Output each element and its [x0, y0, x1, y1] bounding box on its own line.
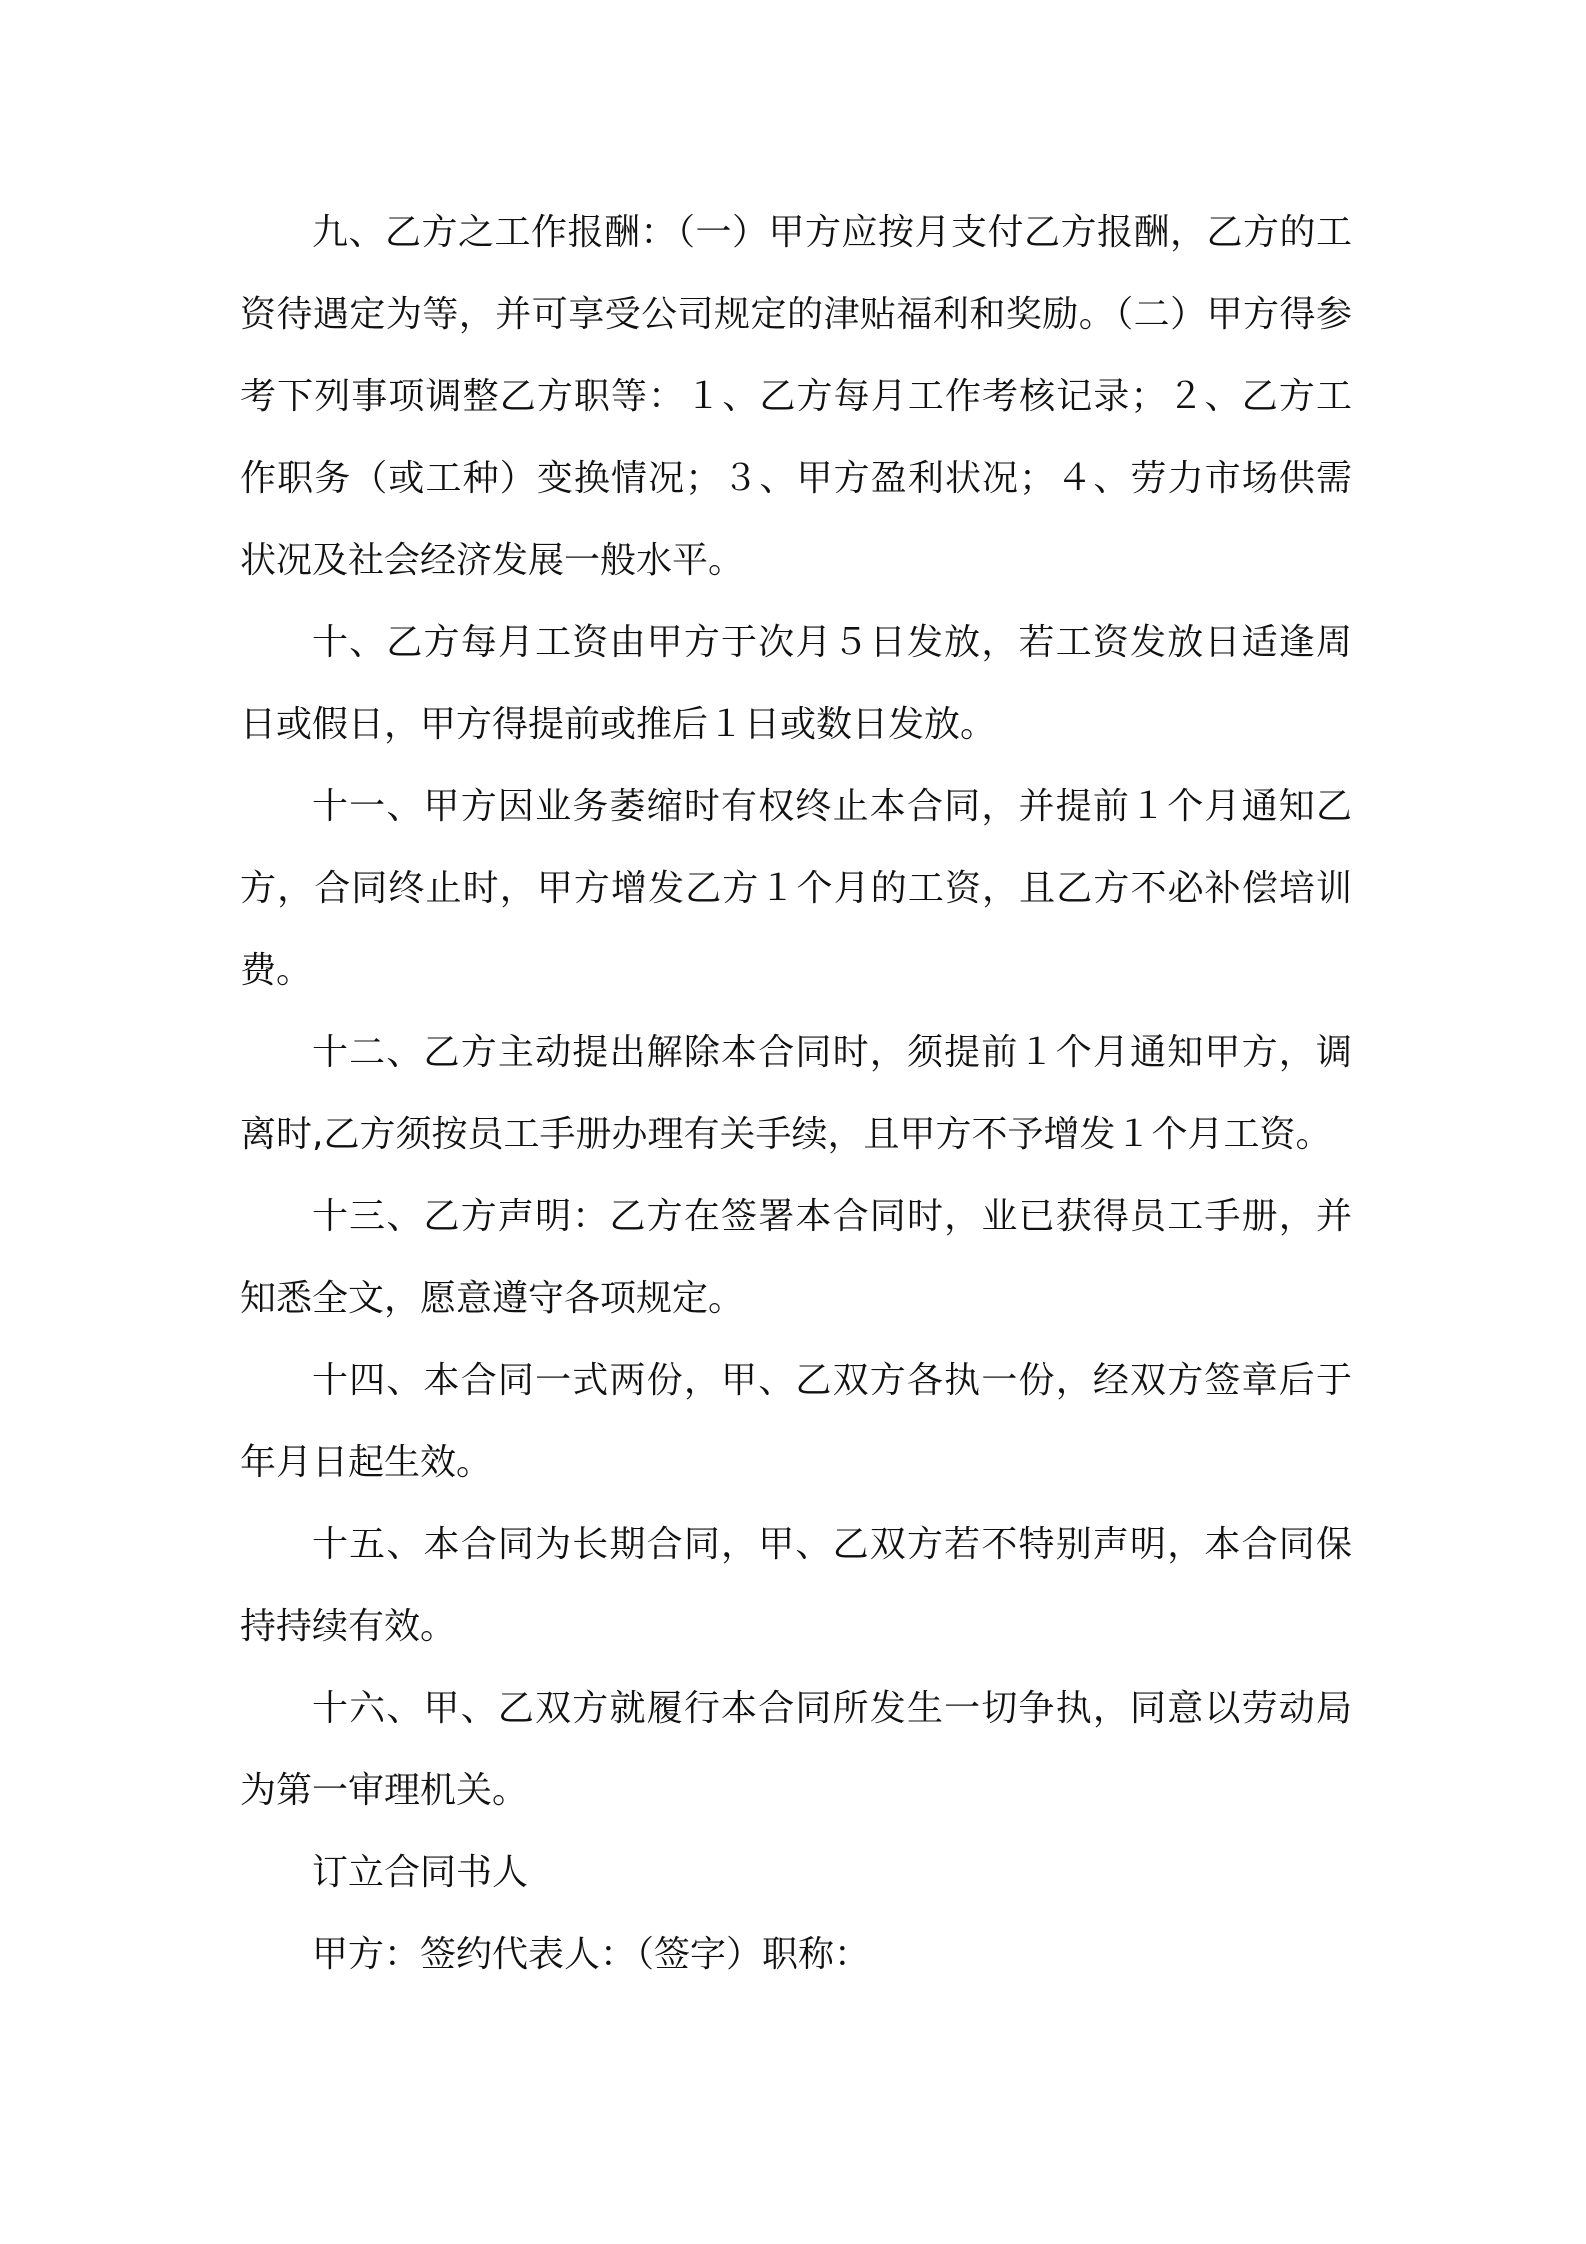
- clause-12-paragraph: 十二、乙方主动提出解除本合同时，须提前１个月通知甲方，调离时,乙方须按员工手册办理有关手续，且甲方不予增发１个月工资。: [240, 1032, 1352, 1155]
- clause-16-paragraph: 十六、甲、乙双方就履行本合同所发生一切争执，同意以劳动局为第一审理机关。: [240, 1688, 1352, 1811]
- clause-15-paragraph: 十五、本合同为长期合同，甲、乙双方若不特别声明，本合同保持持续有效。: [240, 1524, 1352, 1647]
- clause-14-paragraph: 十四、本合同一式两份，甲、乙双方各执一份，经双方签章后于年月日起生效。: [240, 1360, 1352, 1483]
- signatories-heading: 订立合同书人: [312, 1852, 529, 1893]
- document-body: [240, 192, 1352, 1996]
- clause-13-paragraph: 十三、乙方声明：乙方在签署本合同时，业已获得员工手册，并知悉全文，愿意遵守各项规定。: [240, 1196, 1352, 1319]
- clause-9-paragraph: 九、乙方之工作报酬：（一）甲方应按月支付乙方报酬，乙方的工资待遇定为等，并可享受公司规定的津贴福利和奖励。（二）甲方得参考下列事项调整乙方职等：１、乙方每月工作考核记录；２、乙方工作职务（或工种）变换情况；３、甲方盈利状况；４、劳力市场供需状况及社会经济发展一般水平。: [240, 212, 1352, 581]
- clause-11-paragraph: 十一、甲方因业务萎缩时有权终止本合同，并提前１个月通知乙方，合同终止时，甲方增发乙方１个月的工资，且乙方不必补偿培训费。: [240, 786, 1352, 991]
- party-a-signature-line: 甲方：签约代表人：（签字）职称：: [312, 1934, 871, 1975]
- clause-10-paragraph: 十、乙方每月工资由甲方于次月５日发放，若工资发放日适逢周日或假日，甲方得提前或推后１日或数日发放。: [240, 622, 1352, 745]
